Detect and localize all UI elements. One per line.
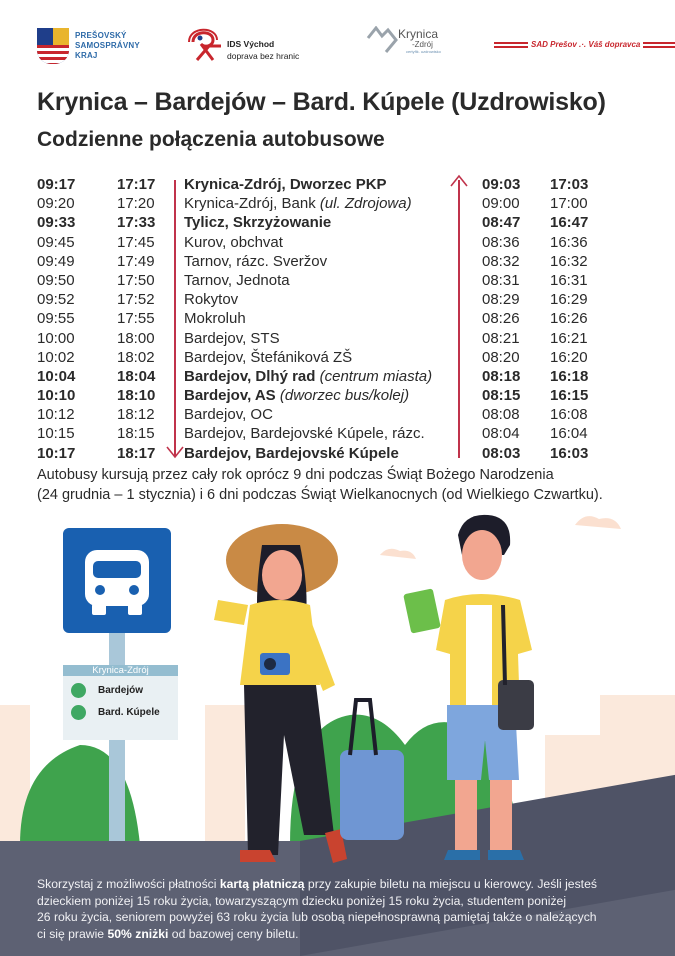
stop-name bbox=[184, 290, 238, 309]
outbound-time-1: 09:17 bbox=[37, 176, 76, 193]
outbound-time-1: 10:02 bbox=[37, 348, 75, 366]
page-title: Krynica – Bardejów – Bard. Kúpele (Uzdrowisko) bbox=[37, 88, 606, 116]
stop-label: Bardejov, Štefániková ZŠ bbox=[184, 348, 353, 366]
info-line: Autobusy kursują przez cały rok oprócz 9 dni podczas Świąt Bożego Narodzenia bbox=[37, 467, 554, 483]
stop-name bbox=[184, 386, 409, 405]
footer-line bbox=[37, 926, 597, 943]
outbound-time-1: 10:15 bbox=[37, 425, 75, 443]
logo-text: SAD Prešov .·. Váš dopravca bbox=[531, 40, 641, 49]
footer-text: Skorzystaj z możliwości płatności bbox=[37, 877, 220, 891]
outbound-time-1: 09:49 bbox=[37, 252, 75, 270]
footer-highlight: 50% zniżki bbox=[107, 926, 169, 941]
logo-krynica-zdroj bbox=[366, 26, 441, 56]
outbound-time-2: 17:45 bbox=[117, 233, 155, 251]
stop-label: Bardejov, Bardejovské Kúpele bbox=[184, 444, 399, 462]
logo-tagline: doprava bez hranic bbox=[227, 51, 300, 61]
outbound-time-2: 17:50 bbox=[117, 271, 155, 289]
outbound-time-2: 18:17 bbox=[117, 444, 156, 462]
return-time-2: 16:04 bbox=[550, 425, 588, 443]
stop-note: (ul. Zdrojowa) bbox=[319, 195, 412, 213]
return-time-2: 17:03 bbox=[550, 176, 589, 193]
outbound-time-2: 18:00 bbox=[117, 329, 155, 347]
service-info bbox=[37, 465, 603, 505]
logo-title: IDS Východ bbox=[227, 39, 275, 49]
return-time-1: 08:15 bbox=[482, 387, 521, 405]
return-time-2: 16:36 bbox=[550, 233, 588, 251]
outbound-time-1: 10:10 bbox=[37, 387, 76, 405]
return-time-1: 08:29 bbox=[482, 291, 520, 309]
logo-text-line: KRAJ bbox=[75, 51, 98, 60]
outbound-time-1: 09:33 bbox=[37, 214, 76, 232]
stop-name bbox=[184, 233, 283, 252]
return-time-1: 08:21 bbox=[482, 329, 520, 347]
stop-name bbox=[184, 213, 331, 232]
logo-presovsky-kraj bbox=[37, 28, 140, 64]
footer-text: przy zakupie biletu na miejscu u kierowcy. Jeśli jesteś bbox=[304, 877, 597, 891]
outbound-time-2: 17:33 bbox=[117, 214, 156, 232]
stop-label: Rokytov bbox=[184, 291, 239, 309]
return-time-2: 16:32 bbox=[550, 252, 588, 270]
return-time-2: 16:29 bbox=[550, 291, 588, 309]
stop-name bbox=[184, 348, 352, 367]
stop-label: Krynica-Zdrój, Dworzec PKP bbox=[184, 176, 387, 193]
footer-line bbox=[37, 876, 597, 893]
outbound-time-1: 09:55 bbox=[37, 310, 75, 328]
outbound-time-1: 10:00 bbox=[37, 329, 75, 347]
footer-highlight: kartą płatniczą bbox=[219, 877, 305, 891]
outbound-time-1: 09:45 bbox=[37, 233, 75, 251]
stop-note: (dworzec bus/kolej) bbox=[279, 387, 410, 405]
outbound-time-1: 09:20 bbox=[37, 195, 75, 213]
footer-text: ci się prawie bbox=[37, 926, 108, 941]
logo-bar bbox=[0, 0, 675, 80]
outbound-time-2: 18:04 bbox=[117, 367, 156, 385]
return-time-2: 16:08 bbox=[550, 406, 588, 424]
return-time-2: 16:18 bbox=[550, 367, 589, 385]
mountain-heart-icon bbox=[366, 26, 398, 56]
return-time-1: 08:32 bbox=[482, 252, 520, 270]
stop-name bbox=[184, 175, 387, 194]
return-time-1: 08:47 bbox=[482, 214, 521, 232]
coat-of-arms-icon bbox=[37, 28, 69, 64]
arrow-up-icon bbox=[450, 174, 468, 188]
stop-label: Tylicz, Skrzyżowanie bbox=[184, 214, 332, 232]
return-time-1: 08:26 bbox=[482, 310, 520, 328]
outbound-time-1: 10:12 bbox=[37, 406, 75, 424]
stop-name bbox=[184, 252, 327, 271]
outbound-time-2: 17:52 bbox=[117, 291, 155, 309]
page-subtitle: Codzienne połączenia autobusowe bbox=[37, 128, 385, 151]
return-time-2: 16:31 bbox=[550, 271, 588, 289]
return-time-2: 16:47 bbox=[550, 214, 589, 232]
logo-subtitle: -Zdrój bbox=[412, 39, 433, 49]
stop-label: Bardejov, OC bbox=[184, 406, 273, 424]
logo-text-line: PREŠOVSKÝ bbox=[75, 31, 127, 40]
logo-sad-presov bbox=[494, 40, 675, 49]
return-time-2: 16:20 bbox=[550, 348, 588, 366]
stop-name bbox=[184, 194, 412, 213]
footer-line: 26 roku życia, seniorem powyżej 63 roku życia lub osobą niepełnosprawną pamiętaj także o należących bbox=[37, 910, 597, 924]
outbound-time-2: 18:15 bbox=[117, 425, 155, 443]
stripe-decoration bbox=[494, 42, 528, 48]
return-time-1: 09:03 bbox=[482, 176, 521, 193]
ids-ribbon-icon bbox=[187, 26, 223, 62]
return-time-2: 16:03 bbox=[550, 444, 589, 462]
stop-name bbox=[184, 367, 432, 386]
stop-label: Mokroluh bbox=[184, 310, 246, 328]
stop-name bbox=[184, 405, 273, 424]
stop-label: Bardejov, Bardejovské Kúpele, rázc. bbox=[184, 425, 425, 443]
stop-name bbox=[184, 444, 399, 463]
outbound-time-2: 18:02 bbox=[117, 348, 155, 366]
outbound-time-2: 17:20 bbox=[117, 195, 155, 213]
stop-label: Krynica-Zdrój, Bank bbox=[184, 195, 316, 213]
logo-title: Krynica bbox=[398, 26, 439, 41]
logo-ids-vychod bbox=[187, 26, 299, 62]
return-time-1: 08:36 bbox=[482, 233, 520, 251]
stop-label: Kurov, obchvat bbox=[184, 233, 283, 251]
outbound-time-1: 10:17 bbox=[37, 444, 76, 462]
return-time-1: 08:03 bbox=[482, 444, 521, 462]
stop-label: Bardejov, STS bbox=[184, 329, 280, 347]
footer-line: dzieckiem poniżej 15 roku życia, towarzyszącym dziecku poniżej 15 roku życia, studentem poniżej bbox=[37, 893, 567, 908]
logo-tagline: certyfik. uzdrowisko bbox=[406, 48, 441, 54]
stop-name bbox=[184, 271, 290, 290]
outbound-time-1: 09:50 bbox=[37, 271, 75, 289]
return-time-2: 17:00 bbox=[550, 195, 588, 213]
stop-label: Bardejov, AS bbox=[184, 387, 276, 405]
info-line: (24 grudnia – 1 stycznia) i 6 dni podczas Świąt Wielkanocnych (od Wielkiego Czwartku). bbox=[37, 487, 603, 503]
payment-discount-note bbox=[37, 876, 597, 942]
outbound-time-2: 18:10 bbox=[117, 387, 156, 405]
direction-line-return bbox=[458, 180, 460, 458]
stop-name bbox=[184, 329, 280, 348]
stop-name bbox=[184, 424, 425, 443]
return-time-1: 08:08 bbox=[482, 406, 520, 424]
stop-label: Tarnov, Jednota bbox=[184, 271, 290, 289]
stop-label: Tarnov, rázc. Sveržov bbox=[184, 252, 328, 270]
stop-name: Krynica-Zdrój bbox=[63, 665, 178, 676]
return-time-2: 16:21 bbox=[550, 329, 588, 347]
return-time-1: 08:20 bbox=[482, 348, 520, 366]
return-time-1: 08:04 bbox=[482, 425, 520, 443]
outbound-time-1: 10:04 bbox=[37, 367, 76, 385]
outbound-time-2: 17:49 bbox=[117, 252, 155, 270]
footer-text: od bazowej ceny biletu. bbox=[168, 926, 299, 941]
stop-name bbox=[184, 309, 246, 328]
outbound-time-1: 09:52 bbox=[37, 291, 75, 309]
logo-text-line: SAMOSPRÁVNY bbox=[75, 41, 140, 50]
return-time-2: 16:15 bbox=[550, 387, 589, 405]
destination-label: Bard. Kúpele bbox=[98, 707, 160, 718]
stripe-decoration bbox=[643, 42, 675, 48]
stop-note: (centrum miasta) bbox=[319, 367, 433, 385]
return-time-1: 08:18 bbox=[482, 367, 521, 385]
return-time-1: 08:31 bbox=[482, 271, 520, 289]
outbound-time-2: 18:12 bbox=[117, 406, 155, 424]
outbound-time-2: 17:17 bbox=[117, 176, 156, 193]
stop-label: Bardejov, Dlhý rad bbox=[184, 367, 316, 385]
destination-label: Bardejów bbox=[98, 685, 144, 696]
return-time-2: 16:26 bbox=[550, 310, 588, 328]
outbound-time-2: 17:55 bbox=[117, 310, 155, 328]
return-time-1: 09:00 bbox=[482, 195, 520, 213]
direction-line-outbound bbox=[174, 180, 176, 456]
